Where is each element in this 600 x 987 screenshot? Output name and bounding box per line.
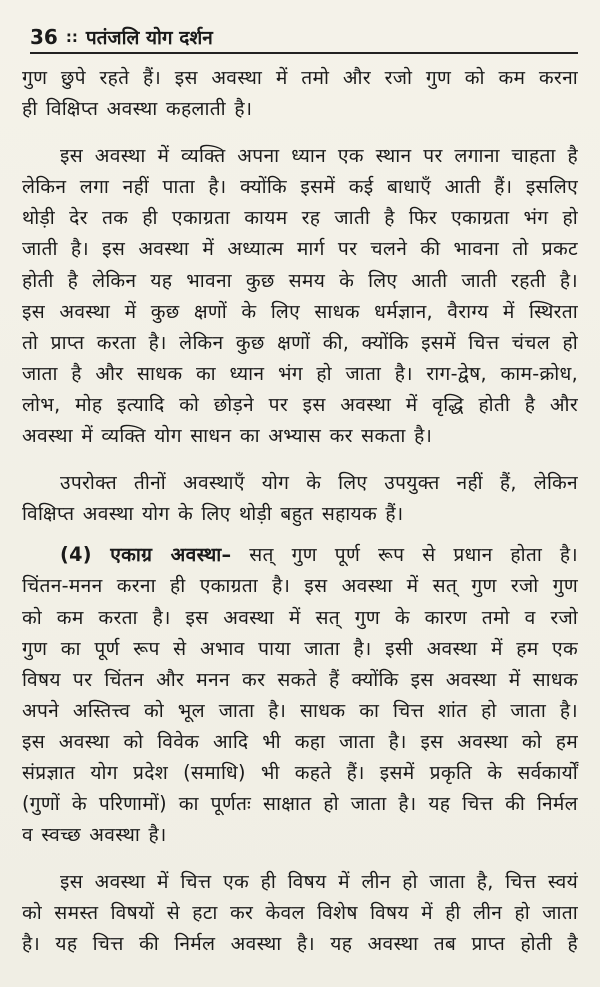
paragraph	[22, 866, 578, 959]
text-line: जाती है। इस अवस्था में अध्यात्म मार्ग पर चलने की भावना तो प्रकट	[22, 237, 578, 261]
text-line: (गुणों के परिणामों) का पूर्णतः साक्षात हो जाता है। यह चित्त की निर्मल	[22, 792, 578, 816]
text-line: विषय पर चिंतन और मनन कर सकते हैं क्योंकि इस अवस्था में साधक	[22, 667, 578, 691]
text-line: थोड़ी देर तक ही एकाग्रता कायम रह जाती है फिर एकाग्रता भंग हो	[22, 206, 578, 230]
text-line: उपरोक्त तीनों अवस्थाएँ योग के लिए उपयुक्त नहीं हैं, लेकिन	[60, 471, 578, 495]
book-title: पतंजलि योग दर्शन	[85, 27, 213, 49]
text-line: है। यह चित्त की निर्मल अवस्था है। यह अवस्था तब प्राप्त होती है	[22, 932, 578, 956]
header-separator: ::	[65, 28, 78, 46]
text-line: व स्वच्छ अवस्था है।	[22, 823, 167, 847]
text-line: इस अवस्था में चित्त एक ही विषय में लीन हो जाता है, चित्त स्वयं	[60, 870, 578, 894]
text-line: को कम करता है। इस अवस्था में सत् गुण के कारण तमो व रजो	[22, 605, 578, 629]
text-line: इस अवस्था में कुछ क्षणों के लिए साधक धर्मज्ञान, वैराग्य में स्थिरता	[22, 299, 578, 323]
heading-line-text: सत् गुण पूर्ण रूप से प्रधान होता है।	[249, 543, 578, 567]
text-line: अपने अस्तित्त्व को भूल जाता है। साधक का चित्त शांत हो जाता है।	[22, 698, 578, 722]
paragraph	[22, 539, 578, 850]
text-line: इस अवस्था को विवेक आदि भी कहा जाता है। इस अवस्था को हम	[22, 729, 578, 753]
paragraph	[22, 62, 578, 124]
paragraph	[22, 467, 578, 529]
paragraph	[22, 140, 578, 451]
text-line: लेकिन लगा नहीं पाता है। क्योंकि इसमें कई बाधाएँ आती हैं। इसलिए	[22, 175, 578, 199]
text-line: गुण छुपे रहते हैं। इस अवस्था में तमो और रजो गुण को कम करना	[22, 66, 578, 89]
text-line: विक्षिप्त अवस्था योग के लिए थोड़ी बहुत सहायक हैं।	[22, 502, 404, 526]
text-line: होती है लेकिन यह भावना कुछ समय के लिए आती जाती रहती है।	[22, 268, 578, 292]
text-line	[22, 539, 578, 570]
text-line: ही विक्षिप्त अवस्था कहलाती है।	[22, 97, 253, 121]
body-text	[22, 62, 578, 960]
text-line: लोभ, मोह इत्यादि को छोड़ने पर इस अवस्था में वृद्धि होती है और	[22, 392, 578, 416]
text-line: गुण का पूर्ण रूप से अभाव पाया जाता है। इसी अवस्था में हम एक	[22, 636, 578, 660]
running-header	[30, 22, 578, 54]
text-line: जाता है और साधक का ध्यान भंग हो जाता है। राग-द्वेष, काम-क्रोध,	[22, 361, 578, 385]
text-line: अवस्था में व्यक्ति योग साधन का अभ्यास कर सकता है।	[22, 424, 433, 448]
page-number: 36	[30, 25, 58, 49]
text-line: संप्रज्ञात योग प्रदेश (समाधि) भी कहते हैं। इसमें प्रकृति के सर्वकार्यों	[22, 760, 578, 784]
section-heading: (4) एकाग्र अवस्था–	[60, 543, 232, 567]
text-line: तो प्राप्त करता है। लेकिन कुछ क्षणों की, क्योंकि इसमें चित्त चंचल हो	[22, 330, 578, 354]
text-line: को समस्त विषयों से हटा कर केवल विशेष विषय में ही लीन हो जाता	[22, 901, 578, 925]
text-line: इस अवस्था में व्यक्ति अपना ध्यान एक स्थान पर लगाना चाहता है	[60, 144, 578, 168]
text-line: चिंतन-मनन करना ही एकाग्रता है। इस अवस्था में सत् गुण रजो गुण	[22, 574, 578, 598]
